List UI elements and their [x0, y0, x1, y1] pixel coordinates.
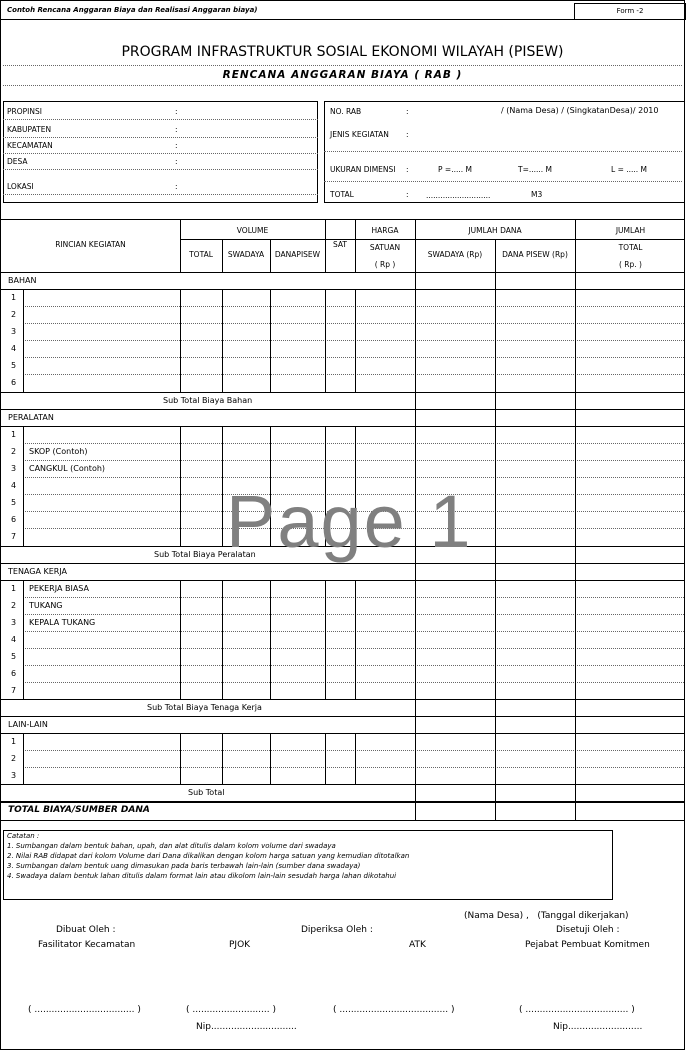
divider [415, 219, 416, 272]
divider [495, 426, 496, 563]
divider [3, 153, 318, 154]
dimension-t: T=...... M [518, 165, 553, 174]
divider [23, 614, 684, 615]
subtotal-label: Sub Total [188, 788, 225, 797]
divider [575, 219, 576, 272]
divider [355, 733, 356, 784]
row-number: 2 [11, 754, 17, 763]
section-title: BAHAN [8, 276, 37, 285]
divider [355, 289, 356, 392]
divider [180, 239, 684, 240]
divider [415, 289, 416, 409]
divider [180, 426, 181, 546]
separator: : [175, 141, 178, 150]
divider [355, 219, 356, 272]
harga-header: SATUAN [369, 243, 401, 252]
signature-blank: ( ................................... ) [28, 1005, 141, 1015]
divider [1, 801, 684, 803]
row-number: 5 [11, 652, 17, 661]
separator: : [406, 190, 409, 199]
divider [23, 750, 684, 751]
item-name: CANGKUL (Contoh) [29, 464, 106, 473]
divider [575, 580, 576, 716]
divider [23, 648, 684, 649]
divider [270, 733, 271, 784]
divider [3, 65, 682, 66]
sat-header: SAT [332, 240, 348, 249]
separator: : [175, 107, 178, 116]
divider [23, 733, 24, 784]
row-number: 3 [11, 464, 17, 473]
divider [575, 563, 576, 580]
divider [324, 151, 682, 152]
page-watermark: Page 1 [226, 480, 473, 563]
note-line: 2. Nilai RAB didapat dari kolom Volume dari Dana dikalikan dengan kolom harga satuan yang kemudian ditotalkan [7, 852, 410, 860]
location-label: KABUPATEN [7, 125, 52, 134]
divider [495, 733, 496, 801]
section-title: TENAGA KERJA [8, 567, 68, 576]
signature-blank: ( ........................... ) [186, 1005, 276, 1015]
divider [23, 426, 24, 546]
divider [325, 580, 326, 699]
divider [23, 443, 684, 444]
divider [23, 374, 684, 375]
divider [1, 580, 684, 581]
row-number: 3 [11, 327, 17, 336]
divider [270, 580, 271, 699]
note-line: Catatan : [7, 832, 40, 840]
divider [180, 219, 181, 272]
divider [495, 716, 496, 733]
divider [415, 272, 416, 289]
no-rab-label: NO. RAB [330, 107, 362, 116]
jumlah-total-header: TOTAL [618, 243, 643, 252]
danapisew-col-header: DANAPISEW [274, 250, 321, 259]
divider [3, 119, 318, 120]
separator: : [406, 130, 409, 139]
divider [495, 289, 496, 409]
divider [3, 85, 682, 86]
location-label: KECAMATAN [7, 141, 53, 150]
subtotal-label: Sub Total Biaya Bahan [163, 396, 253, 405]
item-name: KEPALA TUKANG [29, 618, 96, 627]
divider [23, 682, 684, 683]
divider [495, 272, 496, 289]
row-number: 1 [11, 293, 17, 302]
dana-pisew-rp-header: DANA PISEW (Rp) [502, 250, 568, 259]
divider [23, 477, 684, 478]
divider [23, 631, 684, 632]
rincian-header: RINCIAN KEGIATAN [55, 240, 126, 249]
total-dots: ........................... [426, 191, 491, 200]
harga-header: ( Rp ) [374, 260, 396, 269]
divider [575, 272, 576, 289]
form-caption: Contoh Rencana Anggaran Biaya dan Realisasi Anggaran biaya) [7, 6, 258, 14]
form-number: Form -2 [616, 7, 644, 15]
place-date: (Nama Desa) , (Tanggal dikerjakan) [464, 911, 629, 921]
divider [23, 597, 684, 598]
total-col-header: TOTAL [189, 250, 213, 259]
divider [270, 239, 271, 272]
harga-header: HARGA [371, 226, 399, 235]
jumlah-total-header: ( Rp. ) [619, 260, 642, 269]
row-number: 4 [11, 635, 17, 644]
divider [222, 289, 223, 392]
row-number: 6 [11, 515, 17, 524]
form-number-box [574, 3, 686, 20]
disetujui-oleh-label: Disetuji Oleh : [556, 925, 620, 935]
divider [495, 239, 496, 272]
divider [1, 219, 684, 220]
divider [1, 409, 684, 410]
divider [180, 580, 181, 699]
divider [575, 801, 576, 820]
divider [23, 767, 684, 768]
pjok-title: PJOK [229, 940, 251, 950]
divider [23, 340, 684, 341]
subtotal-label: Sub Total Biaya Peralatan [154, 550, 256, 559]
row-number: 2 [11, 447, 17, 456]
row-number: 5 [11, 361, 17, 370]
divider [415, 716, 416, 733]
row-number: 3 [11, 771, 17, 780]
row-number: 6 [11, 669, 17, 678]
section-title: LAIN-LAIN [8, 720, 48, 729]
signature-blank: ( ...................................... ) [333, 1005, 455, 1015]
note-line: 1. Sumbangan dalam bentuk bahan, upah, dan alat ditulis dalam kolom volume dari swadaya [7, 842, 336, 850]
swadaya-rp-header: SWADAYA (Rp) [427, 250, 483, 259]
divider [575, 716, 576, 733]
dimension-l: L = ..... M [611, 165, 648, 174]
nip-line: Nip.......................... [553, 1022, 643, 1032]
divider [270, 289, 271, 392]
divider [1, 289, 684, 290]
row-number: 7 [11, 686, 17, 695]
atk-title: ATK [409, 940, 426, 950]
divider [1, 733, 684, 734]
separator: : [175, 125, 178, 134]
item-name: TUKANG [29, 601, 63, 610]
no-rab-value: / (Nama Desa) / (SingkatanDesa)/ 2010 [501, 106, 659, 115]
row-number: 1 [11, 584, 17, 593]
row-number: 7 [11, 532, 17, 541]
divider [325, 733, 326, 784]
location-info-box [3, 101, 318, 203]
note-line: 4. Swadaya dalam bentuk lahan ditulis dalam format lain atau dikolom lain-lain sesudah harga lahan dikotahui [7, 872, 397, 880]
divider [1, 272, 684, 273]
divider [1, 392, 684, 393]
divider [495, 563, 496, 580]
row-number: 1 [11, 430, 17, 439]
divider [1, 784, 684, 785]
divider [325, 289, 326, 392]
divider [222, 426, 223, 546]
divider [1, 699, 684, 700]
location-label: LOKASI [7, 182, 34, 191]
note-line: 3. Sumbangan dalam bentuk uang dimasukan pada baris terbawah lain-lain (sumber dana swadaya) [7, 862, 361, 870]
divider [3, 194, 318, 195]
divider [495, 801, 496, 820]
jumlah-dana-header: JUMLAH DANA [468, 226, 522, 235]
page-title: PROGRAM INFRASTRUKTUR SOSIAL EKONOMI WILAYAH (PISEW) [121, 44, 564, 60]
total-label: TOTAL [330, 190, 354, 199]
divider [180, 733, 181, 784]
divider [495, 580, 496, 716]
item-name: PEKERJA BIASA [29, 584, 89, 593]
row-number: 1 [11, 737, 17, 746]
divider [415, 580, 416, 716]
divider [23, 580, 24, 699]
separator: : [175, 182, 178, 191]
divider [23, 289, 24, 392]
subtotal-label: Sub Total Biaya Tenaga Kerja [147, 703, 262, 712]
divider [575, 733, 576, 801]
divider [222, 239, 223, 272]
divider [415, 409, 416, 426]
divider [415, 563, 416, 580]
divider [324, 181, 682, 182]
ppk-title: Pejabat Pembuat Komitmen [525, 940, 650, 950]
divider [3, 169, 318, 170]
row-number: 2 [11, 310, 17, 319]
divider [325, 219, 326, 272]
separator: : [406, 165, 409, 174]
total-biaya-label: TOTAL BIAYA/SUMBER DANA [8, 805, 150, 815]
divider [180, 289, 181, 392]
row-number: 4 [11, 481, 17, 490]
row-number: 6 [11, 378, 17, 387]
dibuat-oleh-label: Dibuat Oleh : [56, 925, 116, 935]
divider [23, 323, 684, 324]
separator: : [406, 107, 409, 116]
divider [23, 357, 684, 358]
total-unit: M3 [531, 190, 543, 199]
jenis-kegiatan-label: JENIS KEGIATAN [330, 130, 389, 139]
rab-info-box [324, 101, 685, 203]
item-name: SKOP (Contoh) [29, 447, 88, 456]
divider [222, 733, 223, 784]
location-label: PROPINSI [7, 107, 42, 116]
row-number: 4 [11, 344, 17, 353]
divider [1, 19, 684, 20]
divider [23, 460, 684, 461]
nip-line: Nip.............................. [196, 1022, 297, 1032]
divider [222, 580, 223, 699]
swadaya-col-header: SWADAYA [227, 250, 265, 259]
divider [415, 801, 416, 820]
row-number: 3 [11, 618, 17, 627]
divider [1, 426, 684, 427]
divider [575, 289, 576, 409]
divider [575, 409, 576, 426]
divider [1, 716, 684, 717]
page-subtitle: RENCANA ANGGARAN BIAYA ( RAB ) [222, 69, 463, 81]
dimension-p: P =..... M [438, 165, 472, 174]
row-number: 2 [11, 601, 17, 610]
divider [355, 580, 356, 699]
volume-header: VOLUME [236, 226, 269, 235]
jumlah-total-header: JUMLAH [615, 226, 646, 235]
diperiksa-oleh-label: Diperiksa Oleh : [301, 925, 373, 935]
row-number: 5 [11, 498, 17, 507]
signature-blank: ( .................................... ) [519, 1005, 635, 1015]
location-label: DESA [7, 157, 28, 166]
divider [575, 426, 576, 563]
separator: : [175, 157, 178, 166]
divider [1, 820, 684, 821]
ukuran-dimensi-label: UKURAN DIMENSI [330, 165, 396, 174]
section-title: PERALATAN [8, 413, 54, 422]
divider [23, 306, 684, 307]
divider [415, 733, 416, 801]
divider [495, 409, 496, 426]
divider [23, 665, 684, 666]
divider [3, 137, 318, 138]
fasilitator-title: Fasilitator Kecamatan [38, 940, 136, 950]
